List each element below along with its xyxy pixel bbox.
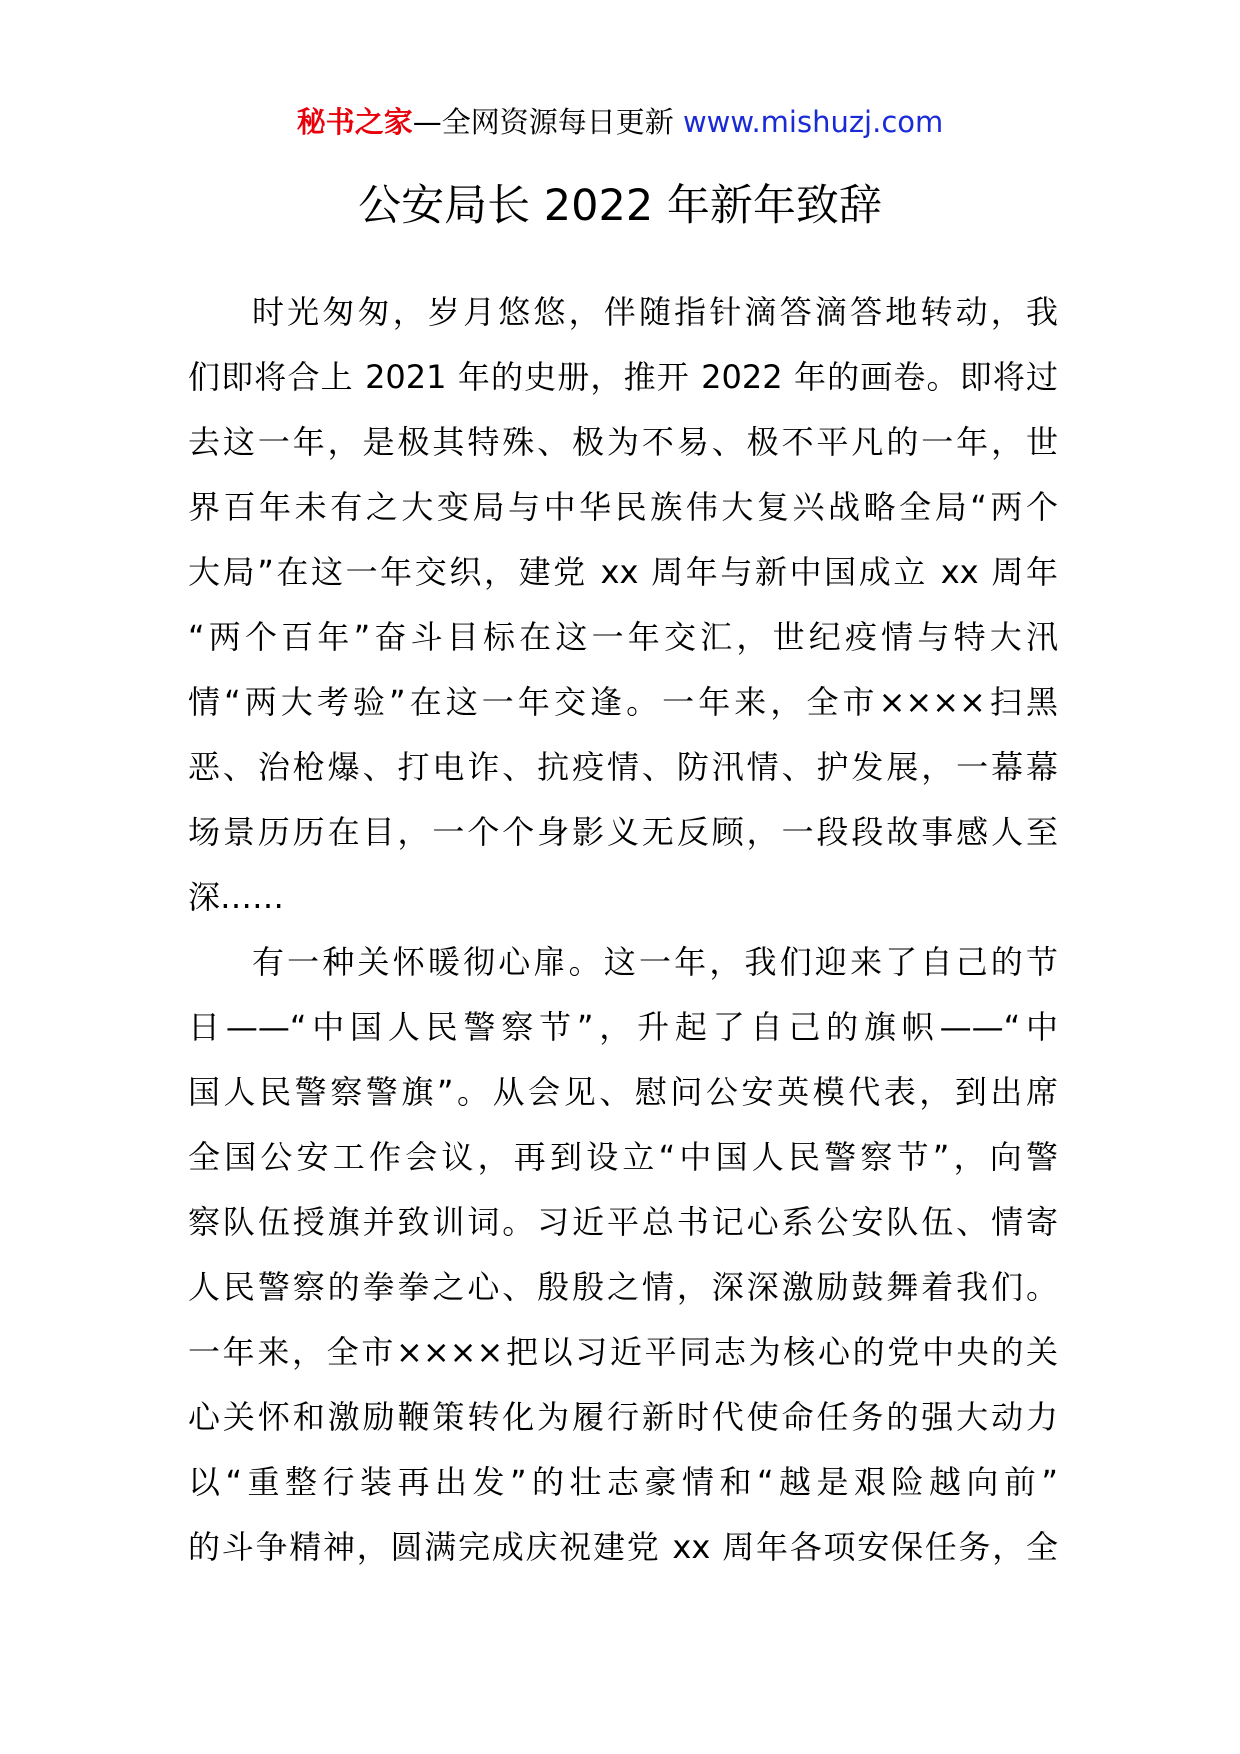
paragraph-line: 国人民警察警旗”。从会见、慰问公安英模代表，到出席 (188, 1073, 1058, 1111)
paragraph-line: 人民警察的拳拳之心、殷殷之情，深深激励鼓舞着我们。 (188, 1268, 1058, 1306)
site-slogan: —全网资源每日更新 (412, 105, 683, 139)
paragraph-line: 的斗争精神，圆满完成庆祝建党 xx 周年各项安保任务，全 (188, 1528, 1058, 1566)
paragraph-line: 大局”在这一年交织，建党 xx 周年与新中国成立 xx 周年 (188, 553, 1058, 591)
paragraph-line: 全国公安工作会议，再到设立“中国人民警察节”，向警 (188, 1138, 1058, 1176)
site-url[interactable]: www.mishuzj.com (682, 105, 944, 139)
paragraph-line: 有一种关怀暖彻心扉。这一年，我们迎来了自己的节 (252, 943, 1058, 981)
paragraph-line: 情“两大考验”在这一年交逢。一年来，全市××××扫黑 (188, 683, 1058, 721)
paragraph-line: 深…… (188, 878, 285, 916)
paragraph-line: 们即将合上 2021 年的史册，推开 2022 年的画卷。即将过 (188, 358, 1058, 396)
paragraph-line: 察队伍授旗并致训词。习近平总书记心系公安队伍、情寄 (188, 1203, 1058, 1241)
paragraph-line: 时光匆匆，岁月悠悠，伴随指针滴答滴答地转动，我 (252, 293, 1058, 331)
paragraph-line: 场景历历在目，一个个身影义无反顾，一段段故事感人至 (188, 813, 1058, 851)
site-brand: 秘书之家 (296, 105, 413, 139)
paragraph-line: 界百年未有之大变局与中华民族伟大复兴战略全局“两个 (188, 488, 1058, 526)
paragraph-line: 日——“中国人民警察节”，升起了自己的旗帜——“中 (188, 1008, 1058, 1046)
paragraph-line: 以“重整行装再出发”的壮志豪情和“越是艰险越向前” (188, 1463, 1058, 1501)
paragraph-line: 恶、治枪爆、打电诈、抗疫情、防汛情、护发展，一幕幕 (188, 748, 1058, 786)
paragraph-line: 去这一年，是极其特殊、极为不易、极不平凡的一年，世 (188, 423, 1058, 461)
paragraph-line: 一年来，全市××××把以习近平同志为核心的党中央的关 (188, 1333, 1058, 1371)
paragraph-line: 心关怀和激励鞭策转化为履行新时代使命任务的强大动力 (188, 1398, 1058, 1436)
site-header (0, 102, 1240, 142)
document-title: 公安局长 2022 年新年致辞 (358, 181, 882, 231)
paragraph-line: “两个百年”奋斗目标在这一年交汇，世纪疫情与特大汛 (188, 618, 1058, 656)
document-body (188, 280, 1058, 1580)
